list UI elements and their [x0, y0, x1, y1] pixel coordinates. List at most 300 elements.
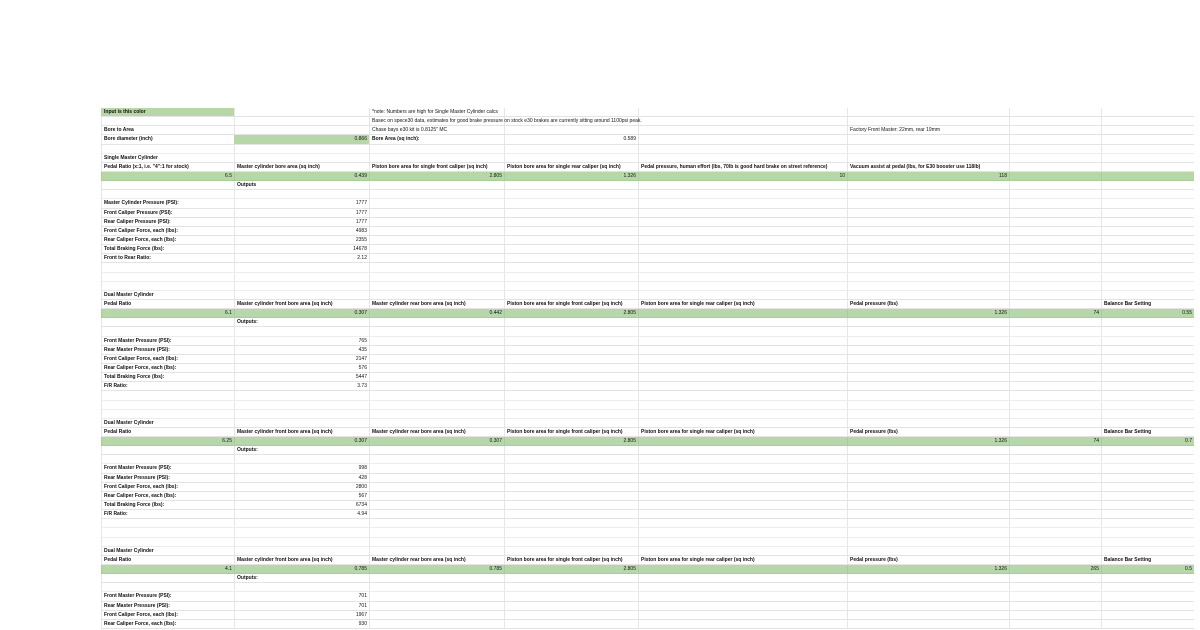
empty-cell[interactable] — [369, 181, 504, 189]
empty-cell[interactable] — [1101, 547, 1194, 555]
empty-cell[interactable] — [847, 355, 1009, 363]
empty-cell[interactable] — [847, 446, 1009, 454]
empty-cell[interactable] — [638, 474, 847, 482]
empty-cell[interactable] — [1009, 209, 1101, 217]
empty-cell[interactable] — [1101, 574, 1194, 582]
empty-cell[interactable] — [504, 401, 638, 409]
empty-cell[interactable] — [1101, 464, 1194, 472]
empty-cell[interactable] — [1009, 154, 1101, 162]
empty-cell[interactable] — [101, 263, 234, 271]
empty-cell[interactable] — [234, 126, 369, 134]
output-label[interactable]: F/R Ratio: — [101, 510, 234, 518]
input-value[interactable]: 0.7 — [1101, 437, 1194, 445]
empty-cell[interactable] — [638, 483, 847, 491]
empty-cell[interactable] — [369, 592, 504, 600]
output-label[interactable]: Rear Caliper Force, each (lbs): — [101, 364, 234, 372]
empty-cell[interactable] — [1009, 199, 1101, 207]
empty-cell[interactable] — [504, 126, 638, 134]
output-value[interactable]: 5447 — [234, 373, 369, 381]
empty-cell[interactable] — [234, 528, 369, 536]
empty-cell[interactable] — [1009, 364, 1101, 372]
empty-cell[interactable] — [369, 346, 504, 354]
input-value[interactable]: 265 — [1009, 565, 1101, 573]
empty-cell[interactable] — [847, 181, 1009, 189]
column-header[interactable]: Master cylinder rear bore area (sq inch) — [369, 300, 504, 308]
empty-cell[interactable] — [504, 337, 638, 345]
section-title[interactable]: Dual Master Cylinder — [101, 419, 234, 427]
empty-cell[interactable] — [369, 236, 504, 244]
column-header[interactable]: Pedal pressure (lbs) — [847, 428, 1009, 436]
empty-cell[interactable] — [847, 528, 1009, 536]
column-header[interactable]: Vacuum assist at pedal (lbs, for E30 booster use 118lb) — [847, 163, 1009, 171]
empty-cell[interactable] — [847, 117, 1009, 125]
empty-cell[interactable] — [638, 410, 847, 418]
empty-cell[interactable] — [1009, 263, 1101, 271]
empty-cell[interactable] — [847, 574, 1009, 582]
output-label[interactable]: Rear Caliper Force, each (lbs): — [101, 492, 234, 500]
empty-cell[interactable] — [1009, 519, 1101, 527]
input-value[interactable]: 0.5 — [1101, 565, 1194, 573]
empty-cell[interactable] — [1009, 583, 1101, 591]
column-header[interactable]: Pedal Ratio — [101, 300, 234, 308]
empty-cell[interactable] — [504, 455, 638, 463]
empty-cell[interactable] — [1009, 273, 1101, 281]
column-header[interactable]: Piston bore area for single rear caliper (sq inch) — [638, 300, 847, 308]
empty-cell[interactable] — [638, 263, 847, 271]
empty-cell[interactable] — [504, 291, 638, 299]
empty-cell[interactable] — [638, 528, 847, 536]
empty-cell[interactable] — [1009, 300, 1101, 308]
empty-cell[interactable] — [847, 583, 1009, 591]
empty-cell[interactable] — [369, 510, 504, 518]
empty-cell[interactable] — [369, 154, 504, 162]
output-value[interactable]: 1777 — [234, 199, 369, 207]
empty-cell[interactable] — [504, 108, 638, 116]
empty-cell[interactable] — [369, 355, 504, 363]
empty-cell[interactable] — [847, 199, 1009, 207]
empty-cell[interactable] — [847, 510, 1009, 518]
output-value[interactable]: 6734 — [234, 501, 369, 509]
input-value[interactable]: 2.805 — [504, 565, 638, 573]
empty-cell[interactable] — [1009, 227, 1101, 235]
empty-cell[interactable] — [101, 391, 234, 399]
column-header[interactable]: Master cylinder bore area (sq inch) — [234, 163, 369, 171]
empty-cell[interactable] — [1101, 419, 1194, 427]
empty-cell[interactable] — [504, 263, 638, 271]
empty-cell[interactable] — [504, 501, 638, 509]
empty-cell[interactable] — [369, 291, 504, 299]
empty-cell[interactable] — [369, 464, 504, 472]
empty-cell[interactable] — [369, 574, 504, 582]
empty-cell[interactable] — [638, 346, 847, 354]
empty-cell[interactable] — [847, 135, 1009, 143]
outputs-label[interactable]: Outputs: — [234, 446, 369, 454]
empty-cell[interactable] — [847, 382, 1009, 390]
empty-cell[interactable] — [1009, 592, 1101, 600]
input-value[interactable]: 74 — [1009, 309, 1101, 317]
empty-cell[interactable] — [234, 547, 369, 555]
empty-cell[interactable] — [1101, 492, 1194, 500]
empty-cell[interactable] — [847, 401, 1009, 409]
empty-cell[interactable] — [234, 273, 369, 281]
empty-cell[interactable] — [101, 145, 234, 153]
empty-cell[interactable] — [504, 355, 638, 363]
empty-cell[interactable] — [1101, 382, 1194, 390]
empty-cell[interactable] — [1009, 410, 1101, 418]
empty-cell[interactable] — [504, 583, 638, 591]
empty-cell[interactable] — [847, 519, 1009, 527]
empty-cell[interactable] — [847, 318, 1009, 326]
empty-cell[interactable] — [504, 474, 638, 482]
empty-cell[interactable] — [234, 145, 369, 153]
column-header[interactable]: Pedal pressure (lbs) — [847, 556, 1009, 564]
empty-cell[interactable] — [847, 592, 1009, 600]
input-value[interactable]: 0.785 — [369, 565, 504, 573]
column-header[interactable]: Pedal Ratio — [101, 556, 234, 564]
empty-cell[interactable] — [1009, 218, 1101, 226]
input-value[interactable]: 1.326 — [847, 437, 1009, 445]
empty-cell[interactable] — [369, 419, 504, 427]
output-value[interactable]: 2.12 — [234, 254, 369, 262]
empty-cell[interactable] — [101, 273, 234, 281]
output-label[interactable]: Total Braking Force (lbs): — [101, 373, 234, 381]
note-cell[interactable]: *note: Numbers are high for Single Master Cylinder calcs — [369, 108, 504, 116]
empty-cell[interactable] — [504, 245, 638, 253]
empty-cell[interactable] — [369, 602, 504, 610]
empty-cell[interactable] — [1101, 135, 1194, 143]
output-label[interactable]: Front Caliper Force, each (lbs): — [101, 483, 234, 491]
empty-cell[interactable] — [638, 382, 847, 390]
empty-cell[interactable] — [847, 547, 1009, 555]
empty-cell[interactable] — [847, 209, 1009, 217]
output-label[interactable]: Front Caliper Force, each (lbs): — [101, 227, 234, 235]
empty-cell[interactable] — [847, 273, 1009, 281]
empty-cell[interactable] — [847, 602, 1009, 610]
empty-cell[interactable] — [1101, 538, 1194, 546]
output-label[interactable]: Front Master Pressure (PSI): — [101, 592, 234, 600]
empty-cell[interactable] — [847, 474, 1009, 482]
empty-cell[interactable] — [234, 583, 369, 591]
empty-cell[interactable] — [1101, 364, 1194, 372]
column-header[interactable]: Pedal pressure (lbs) — [847, 300, 1009, 308]
empty-cell[interactable] — [234, 419, 369, 427]
input-value[interactable]: 1.326 — [847, 565, 1009, 573]
empty-cell[interactable] — [234, 282, 369, 290]
column-header[interactable]: Master cylinder rear bore area (sq inch) — [369, 556, 504, 564]
empty-cell[interactable] — [504, 528, 638, 536]
empty-cell[interactable] — [504, 199, 638, 207]
empty-cell[interactable] — [1101, 346, 1194, 354]
output-value[interactable]: 701 — [234, 602, 369, 610]
empty-cell[interactable] — [504, 410, 638, 418]
note-cell[interactable]: Chase bays e30 kit is 0.8125" MC — [369, 126, 504, 134]
empty-cell[interactable] — [1101, 108, 1194, 116]
empty-cell[interactable] — [234, 455, 369, 463]
empty-cell[interactable] — [847, 483, 1009, 491]
empty-cell[interactable] — [504, 364, 638, 372]
empty-cell[interactable] — [1101, 483, 1194, 491]
empty-cell[interactable] — [847, 455, 1009, 463]
empty-cell[interactable] — [1101, 519, 1194, 527]
empty-cell[interactable] — [1009, 602, 1101, 610]
empty-cell[interactable] — [1101, 254, 1194, 262]
empty-cell[interactable] — [847, 282, 1009, 290]
vacuum-assist-input[interactable]: 118 — [847, 172, 1009, 180]
empty-cell[interactable] — [638, 437, 847, 445]
empty-cell[interactable] — [1009, 117, 1101, 125]
empty-cell[interactable] — [847, 464, 1009, 472]
column-header[interactable]: Piston bore area for single front caliper (sq inch) — [504, 300, 638, 308]
empty-cell[interactable] — [847, 327, 1009, 335]
empty-cell[interactable] — [1009, 108, 1101, 116]
empty-cell[interactable] — [369, 218, 504, 226]
empty-cell[interactable] — [1009, 355, 1101, 363]
empty-cell[interactable] — [504, 318, 638, 326]
empty-cell[interactable] — [638, 245, 847, 253]
output-value[interactable]: 576 — [234, 364, 369, 372]
empty-cell[interactable] — [504, 602, 638, 610]
empty-cell[interactable] — [504, 464, 638, 472]
output-label[interactable]: Rear Caliper Pressure (PSI): — [101, 218, 234, 226]
empty-cell[interactable] — [638, 181, 847, 189]
input-value[interactable]: 74 — [1009, 437, 1101, 445]
empty-cell[interactable] — [1009, 291, 1101, 299]
empty-cell[interactable] — [847, 492, 1009, 500]
input-value[interactable]: 4.1 — [101, 565, 234, 573]
empty-cell[interactable] — [369, 547, 504, 555]
output-label[interactable]: Front Master Pressure (PSI): — [101, 337, 234, 345]
empty-cell[interactable] — [369, 337, 504, 345]
input-value[interactable]: 0.307 — [234, 437, 369, 445]
empty-cell[interactable] — [504, 574, 638, 582]
empty-cell[interactable] — [1101, 318, 1194, 326]
empty-cell[interactable] — [638, 145, 847, 153]
output-value[interactable]: 567 — [234, 492, 369, 500]
section-title[interactable]: Dual Master Cylinder — [101, 291, 234, 299]
empty-cell[interactable] — [369, 209, 504, 217]
empty-cell[interactable] — [847, 337, 1009, 345]
output-value[interactable]: 435 — [234, 346, 369, 354]
empty-cell[interactable] — [638, 391, 847, 399]
empty-cell[interactable] — [638, 327, 847, 335]
empty-cell[interactable] — [1101, 446, 1194, 454]
output-label[interactable]: Master Cylinder Pressure (PSI): — [101, 199, 234, 207]
empty-cell[interactable] — [369, 382, 504, 390]
empty-cell[interactable] — [847, 263, 1009, 271]
column-header[interactable]: Pedal Ratio (x:1, i.e. "4":1 for stock) — [101, 163, 234, 171]
empty-cell[interactable] — [1009, 538, 1101, 546]
empty-cell[interactable] — [638, 510, 847, 518]
empty-cell[interactable] — [1101, 190, 1194, 198]
empty-cell[interactable] — [1101, 391, 1194, 399]
empty-cell[interactable] — [1101, 602, 1194, 610]
output-value[interactable]: 4983 — [234, 227, 369, 235]
empty-cell[interactable] — [101, 318, 234, 326]
empty-cell[interactable] — [638, 611, 847, 619]
empty-cell[interactable] — [504, 620, 638, 628]
empty-cell[interactable] — [504, 209, 638, 217]
output-value[interactable]: 998 — [234, 464, 369, 472]
empty-cell[interactable] — [1009, 236, 1101, 244]
empty-cell[interactable] — [1101, 282, 1194, 290]
output-label[interactable]: Rear Master Pressure (PSI): — [101, 602, 234, 610]
section-title[interactable]: Single Master Cylinder — [101, 154, 234, 162]
empty-cell[interactable] — [1009, 474, 1101, 482]
empty-cell[interactable] — [1009, 245, 1101, 253]
empty-cell[interactable] — [101, 519, 234, 527]
empty-cell[interactable] — [504, 391, 638, 399]
empty-cell[interactable] — [369, 190, 504, 198]
column-header[interactable]: Piston bore area for single rear caliper (sq inch) — [638, 556, 847, 564]
empty-cell[interactable] — [847, 254, 1009, 262]
empty-cell[interactable] — [369, 227, 504, 235]
empty-cell[interactable] — [1009, 318, 1101, 326]
output-value[interactable]: 4.94 — [234, 510, 369, 518]
input-value[interactable]: 1.326 — [847, 309, 1009, 317]
empty-cell[interactable] — [504, 446, 638, 454]
empty-cell[interactable] — [638, 574, 847, 582]
output-label[interactable]: Front Caliper Force, each (lbs): — [101, 611, 234, 619]
front-piston-input[interactable]: 2.805 — [369, 172, 504, 180]
empty-cell[interactable] — [1009, 492, 1101, 500]
empty-cell[interactable] — [1101, 455, 1194, 463]
empty-cell[interactable] — [1101, 273, 1194, 281]
empty-cell[interactable] — [638, 309, 847, 317]
column-header[interactable]: Balance Bar Setting — [1101, 556, 1194, 564]
output-label[interactable]: Rear Master Pressure (PSI): — [101, 474, 234, 482]
column-header[interactable]: Piston bore area for single front caliper (sq inch) — [369, 163, 504, 171]
empty-cell[interactable] — [638, 602, 847, 610]
empty-cell[interactable] — [1101, 145, 1194, 153]
section-title[interactable]: Dual Master Cylinder — [101, 547, 234, 555]
empty-cell[interactable] — [1101, 501, 1194, 509]
empty-cell[interactable] — [504, 373, 638, 381]
empty-cell[interactable] — [504, 419, 638, 427]
empty-cell[interactable] — [369, 620, 504, 628]
empty-cell[interactable] — [369, 273, 504, 281]
empty-cell[interactable] — [638, 401, 847, 409]
output-label[interactable]: Rear Master Pressure (PSI): — [101, 346, 234, 354]
empty-cell[interactable] — [101, 455, 234, 463]
outputs-label[interactable]: Outputs: — [234, 574, 369, 582]
output-value[interactable]: 1777 — [234, 218, 369, 226]
output-value[interactable]: 701 — [234, 592, 369, 600]
empty-cell[interactable] — [1009, 501, 1101, 509]
empty-cell[interactable] — [638, 547, 847, 555]
empty-cell[interactable] — [1101, 181, 1194, 189]
empty-cell[interactable] — [369, 446, 504, 454]
empty-cell[interactable] — [638, 464, 847, 472]
empty-cell[interactable] — [1101, 373, 1194, 381]
empty-cell[interactable] — [1101, 291, 1194, 299]
empty-cell[interactable] — [234, 108, 369, 116]
empty-cell[interactable] — [369, 455, 504, 463]
output-value[interactable]: 14678 — [234, 245, 369, 253]
empty-cell[interactable] — [1101, 327, 1194, 335]
output-label[interactable]: Rear Caliper Force, each (lbs): — [101, 236, 234, 244]
input-value[interactable]: 6.25 — [101, 437, 234, 445]
empty-cell[interactable] — [638, 209, 847, 217]
column-header[interactable]: Piston bore area for single rear caliper (sq inch) — [504, 163, 638, 171]
note-cell[interactable]: Basec on spece30 data, estimates for good brake pressure on stock e30 brakes are currently sitting around 1100psi peak. — [369, 117, 504, 125]
bore-to-area-label[interactable]: Bore to Area — [101, 126, 234, 134]
empty-cell[interactable] — [1009, 464, 1101, 472]
output-value[interactable]: 765 — [234, 337, 369, 345]
output-label[interactable]: Front to Rear Ratio: — [101, 254, 234, 262]
empty-cell[interactable] — [1101, 474, 1194, 482]
empty-cell[interactable] — [1009, 181, 1101, 189]
output-value[interactable]: 1777 — [234, 209, 369, 217]
input-value[interactable]: 0.785 — [234, 565, 369, 573]
empty-cell[interactable] — [369, 318, 504, 326]
empty-cell[interactable] — [504, 327, 638, 335]
empty-cell[interactable] — [1101, 611, 1194, 619]
empty-cell[interactable] — [1101, 592, 1194, 600]
empty-cell[interactable] — [638, 273, 847, 281]
empty-cell[interactable] — [638, 236, 847, 244]
column-header[interactable]: Piston bore area for single front caliper (sq inch) — [504, 556, 638, 564]
bore-area-value[interactable]: 0.589 — [504, 135, 638, 143]
empty-cell[interactable] — [1101, 236, 1194, 244]
empty-cell[interactable] — [1009, 337, 1101, 345]
empty-cell[interactable] — [1009, 419, 1101, 427]
empty-cell[interactable] — [1009, 145, 1101, 153]
empty-cell[interactable] — [234, 154, 369, 162]
empty-cell[interactable] — [1101, 163, 1194, 171]
empty-cell[interactable] — [1009, 401, 1101, 409]
empty-cell[interactable] — [847, 291, 1009, 299]
empty-cell[interactable] — [504, 154, 638, 162]
column-header[interactable]: Pedal Ratio — [101, 428, 234, 436]
empty-cell[interactable] — [638, 419, 847, 427]
bore-diameter-input[interactable]: 0.866 — [234, 135, 369, 143]
empty-cell[interactable] — [234, 401, 369, 409]
empty-cell[interactable] — [638, 492, 847, 500]
empty-cell[interactable] — [847, 538, 1009, 546]
output-label[interactable]: Rear Caliper Force, each (lbs): — [101, 620, 234, 628]
empty-cell[interactable] — [234, 538, 369, 546]
empty-cell[interactable] — [504, 145, 638, 153]
empty-cell[interactable] — [847, 245, 1009, 253]
empty-cell[interactable] — [101, 446, 234, 454]
empty-cell[interactable] — [1009, 547, 1101, 555]
empty-cell[interactable] — [369, 364, 504, 372]
empty-cell[interactable] — [1101, 263, 1194, 271]
column-header[interactable]: Piston bore area for single rear caliper (sq inch) — [638, 428, 847, 436]
empty-cell[interactable] — [369, 145, 504, 153]
empty-cell[interactable] — [1009, 282, 1101, 290]
empty-cell[interactable] — [847, 227, 1009, 235]
empty-cell[interactable] — [101, 410, 234, 418]
empty-cell[interactable] — [638, 446, 847, 454]
input-color-legend[interactable]: Input is this color — [101, 108, 234, 116]
empty-cell[interactable] — [847, 373, 1009, 381]
empty-cell[interactable] — [1009, 620, 1101, 628]
empty-cell[interactable] — [101, 538, 234, 546]
empty-cell[interactable] — [638, 190, 847, 198]
empty-cell[interactable] — [1009, 556, 1101, 564]
empty-cell[interactable] — [1101, 126, 1194, 134]
empty-cell[interactable] — [504, 218, 638, 226]
empty-cell[interactable] — [638, 154, 847, 162]
input-value[interactable]: 0.55 — [1101, 309, 1194, 317]
empty-cell[interactable] — [369, 483, 504, 491]
empty-cell[interactable] — [101, 583, 234, 591]
empty-cell[interactable] — [504, 346, 638, 354]
empty-cell[interactable] — [504, 254, 638, 262]
empty-cell[interactable] — [847, 346, 1009, 354]
empty-cell[interactable] — [638, 373, 847, 381]
